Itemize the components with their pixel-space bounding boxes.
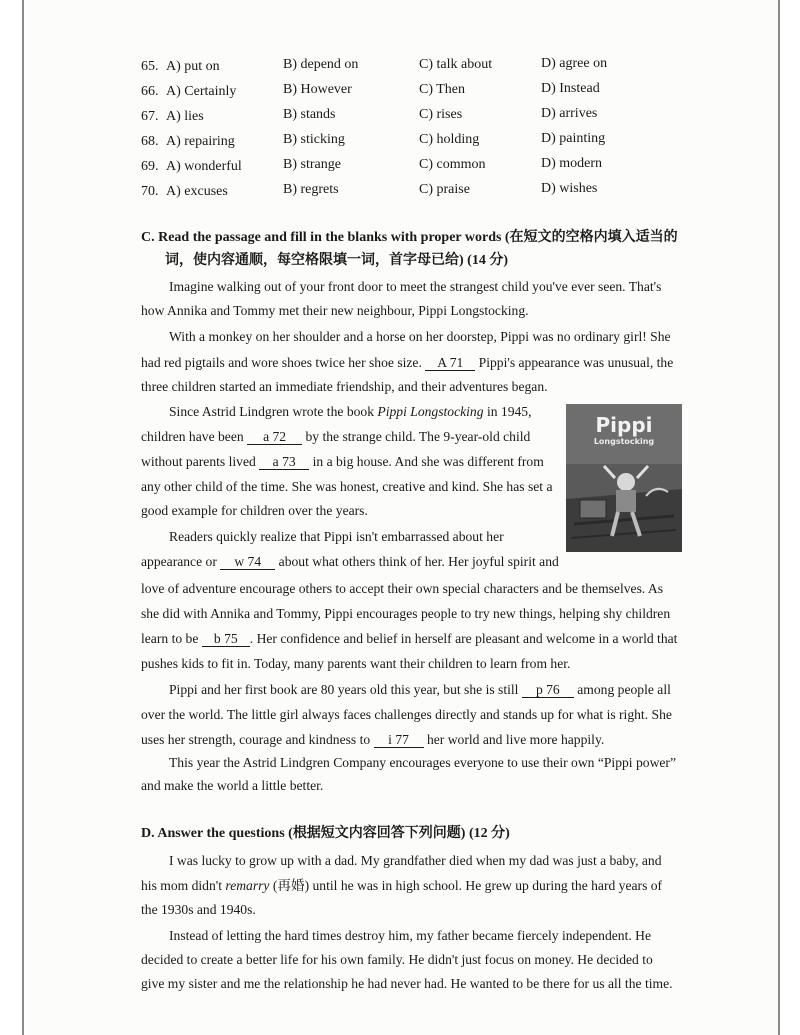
passage-line	[141, 428, 530, 446]
passage-line: Readers quickly realize that Pippi isn't embarrassed about her	[169, 529, 504, 544]
passage-line	[141, 453, 544, 471]
left-margin-line	[22, 0, 24, 1035]
option-d: D) arrives	[541, 106, 598, 121]
option-b: B) strange	[283, 157, 341, 172]
passage-text: among people all	[577, 682, 671, 697]
passage-text: Since Astrid Lindgren wrote the book	[169, 404, 375, 419]
option-number: 68.	[141, 134, 159, 149]
option-c: C) Then	[419, 82, 466, 97]
option-d: D) wishes	[541, 181, 598, 196]
option-b: B) sticking	[283, 132, 345, 147]
option-number: 70.	[141, 184, 159, 199]
blank-75[interactable]: b 75	[202, 632, 250, 647]
option-b: B) However	[283, 82, 352, 97]
pippi-illustration	[566, 404, 682, 552]
passage-line: good example for children over the years.	[141, 503, 368, 518]
option-d: D) modern	[541, 156, 603, 171]
option-number: 66.	[141, 84, 159, 99]
passage-line: and make the world a little better.	[141, 778, 324, 793]
option-b: B) regrets	[283, 182, 339, 197]
passage-line	[169, 403, 532, 421]
section-c-heading: C. Read the passage and fill in the blanks with proper words (在短文的空格内填入适当的	[141, 230, 678, 245]
passage-line: I was lucky to grow up with a dad. My grandfather died when my dad was just a baby, and	[169, 853, 662, 868]
passage-line	[141, 731, 604, 749]
blank-77[interactable]: i 77	[374, 733, 424, 748]
option-d: D) agree on	[541, 56, 608, 71]
option-a: A) wonderful	[166, 159, 242, 174]
option-number: 67.	[141, 109, 159, 124]
passage-text: uses her strength, courage and kindness to	[141, 732, 371, 747]
blank-73[interactable]: a 73	[259, 455, 309, 470]
section-d-heading: D. Answer the questions (根据短文内容回答下列问题) (12 分)	[141, 826, 510, 841]
book-title: Pippi Longstocking	[377, 404, 484, 419]
blank-76[interactable]: p 76	[522, 683, 574, 698]
passage-line: With a monkey on her shoulder and a horse on her doorstep, Pippi was no ordinary girl! She	[169, 329, 671, 344]
passage-line	[141, 630, 677, 648]
passage-text: appearance or	[141, 554, 217, 569]
right-margin-line	[778, 0, 780, 1035]
passage-text: children have been	[141, 429, 244, 444]
cover-subtitle: Longstocking	[593, 437, 655, 446]
passage-text: by the strange child. The 9-year-old child	[305, 429, 531, 444]
passage-text: Pippi and her first book are 80 years old this year, but she is still	[169, 682, 519, 697]
passage-line: over the world. The little girl always faces challenges directly and stands up for what is right. She	[141, 707, 672, 722]
passage-text: Pippi's appearance was unusual, the	[478, 355, 674, 370]
passage-text: her world and live more happily.	[426, 732, 605, 747]
option-c: C) rises	[419, 107, 463, 122]
passage-line	[141, 553, 559, 571]
italic-word: remarry	[225, 878, 270, 893]
passage-text: learn to be	[141, 631, 199, 646]
section-c-heading-cont: 词，使内容通顺，每空格限填一词，首字母已给) (14 分)	[165, 253, 508, 268]
passage-text: . Her confidence and belief in herself are pleasant and welcome in a world that	[249, 631, 678, 646]
passage-line: This year the Astrid Lindgren Company encourages everyone to use their own “Pippi power”	[169, 755, 676, 770]
blank-71[interactable]: A 71	[425, 356, 475, 371]
passage-line: pushes kids to fit in. Today, many parents want their children to learn from her.	[141, 656, 571, 671]
passage-line: love of adventure encourage others to accept their own special characters and be themselves. As	[141, 581, 664, 596]
option-d: D) Instead	[541, 81, 600, 96]
blank-72[interactable]: a 72	[247, 430, 302, 445]
option-c: C) common	[419, 157, 486, 172]
passage-line: Instead of letting the hard times destroy him, my father became fiercely independent. He	[169, 928, 652, 943]
option-number: 65.	[141, 59, 159, 74]
option-c: C) holding	[419, 132, 480, 147]
blank-74[interactable]: w 74	[220, 555, 275, 570]
passage-line: three children started an immediate friendship, and their adventures began.	[141, 379, 548, 394]
option-number: 69.	[141, 159, 159, 174]
passage-line: the 1930s and 1940s.	[141, 902, 256, 917]
option-a: A) Certainly	[166, 84, 237, 99]
passage-text: (再婚) until he was in high school. He grew up during the hard years of	[272, 878, 663, 893]
pippi-book-cover-image	[566, 404, 682, 552]
passage-text: without parents lived	[141, 454, 256, 469]
option-a: A) repairing	[166, 134, 235, 149]
passage-line	[169, 681, 671, 699]
option-c: C) praise	[419, 182, 470, 197]
option-a: A) lies	[166, 109, 204, 124]
passage-line: Imagine walking out of your front door to meet the strangest child you've ever seen. That's	[169, 279, 662, 294]
option-a: A) put on	[166, 59, 220, 74]
passage-line: any other child of the time. She was honest, creative and kind. She has set a	[141, 479, 553, 494]
passage-line	[141, 354, 673, 372]
passage-text: about what others think of her. Her joyful spirit and	[278, 554, 559, 569]
passage-text: in 1945,	[486, 404, 532, 419]
option-d: D) painting	[541, 131, 606, 146]
passage-line: give my sister and me the relationship he had never had. He wanted to be there for us all the time.	[141, 976, 673, 991]
passage-line	[141, 877, 662, 895]
option-b: B) depend on	[283, 57, 359, 72]
passage-line: decided to create a better life for his own family. He didn't just focus on money. He decided to	[141, 952, 653, 967]
option-c: C) talk about	[419, 57, 493, 72]
option-b: B) stands	[283, 107, 336, 122]
cover-title: Pippi	[595, 413, 653, 437]
passage-text: his mom didn't	[141, 878, 222, 893]
passage-text: in a big house. And she was different from	[312, 454, 544, 469]
passage-line: she did with Annika and Tommy, Pippi encourages people to try new things, helping shy children	[141, 606, 671, 621]
option-a: A) excuses	[166, 184, 228, 199]
passage-text: had red pigtails and wore shoes twice her shoe size.	[141, 355, 422, 370]
passage-line: how Annika and Tommy met their new neighbour, Pippi Longstocking.	[141, 303, 529, 318]
